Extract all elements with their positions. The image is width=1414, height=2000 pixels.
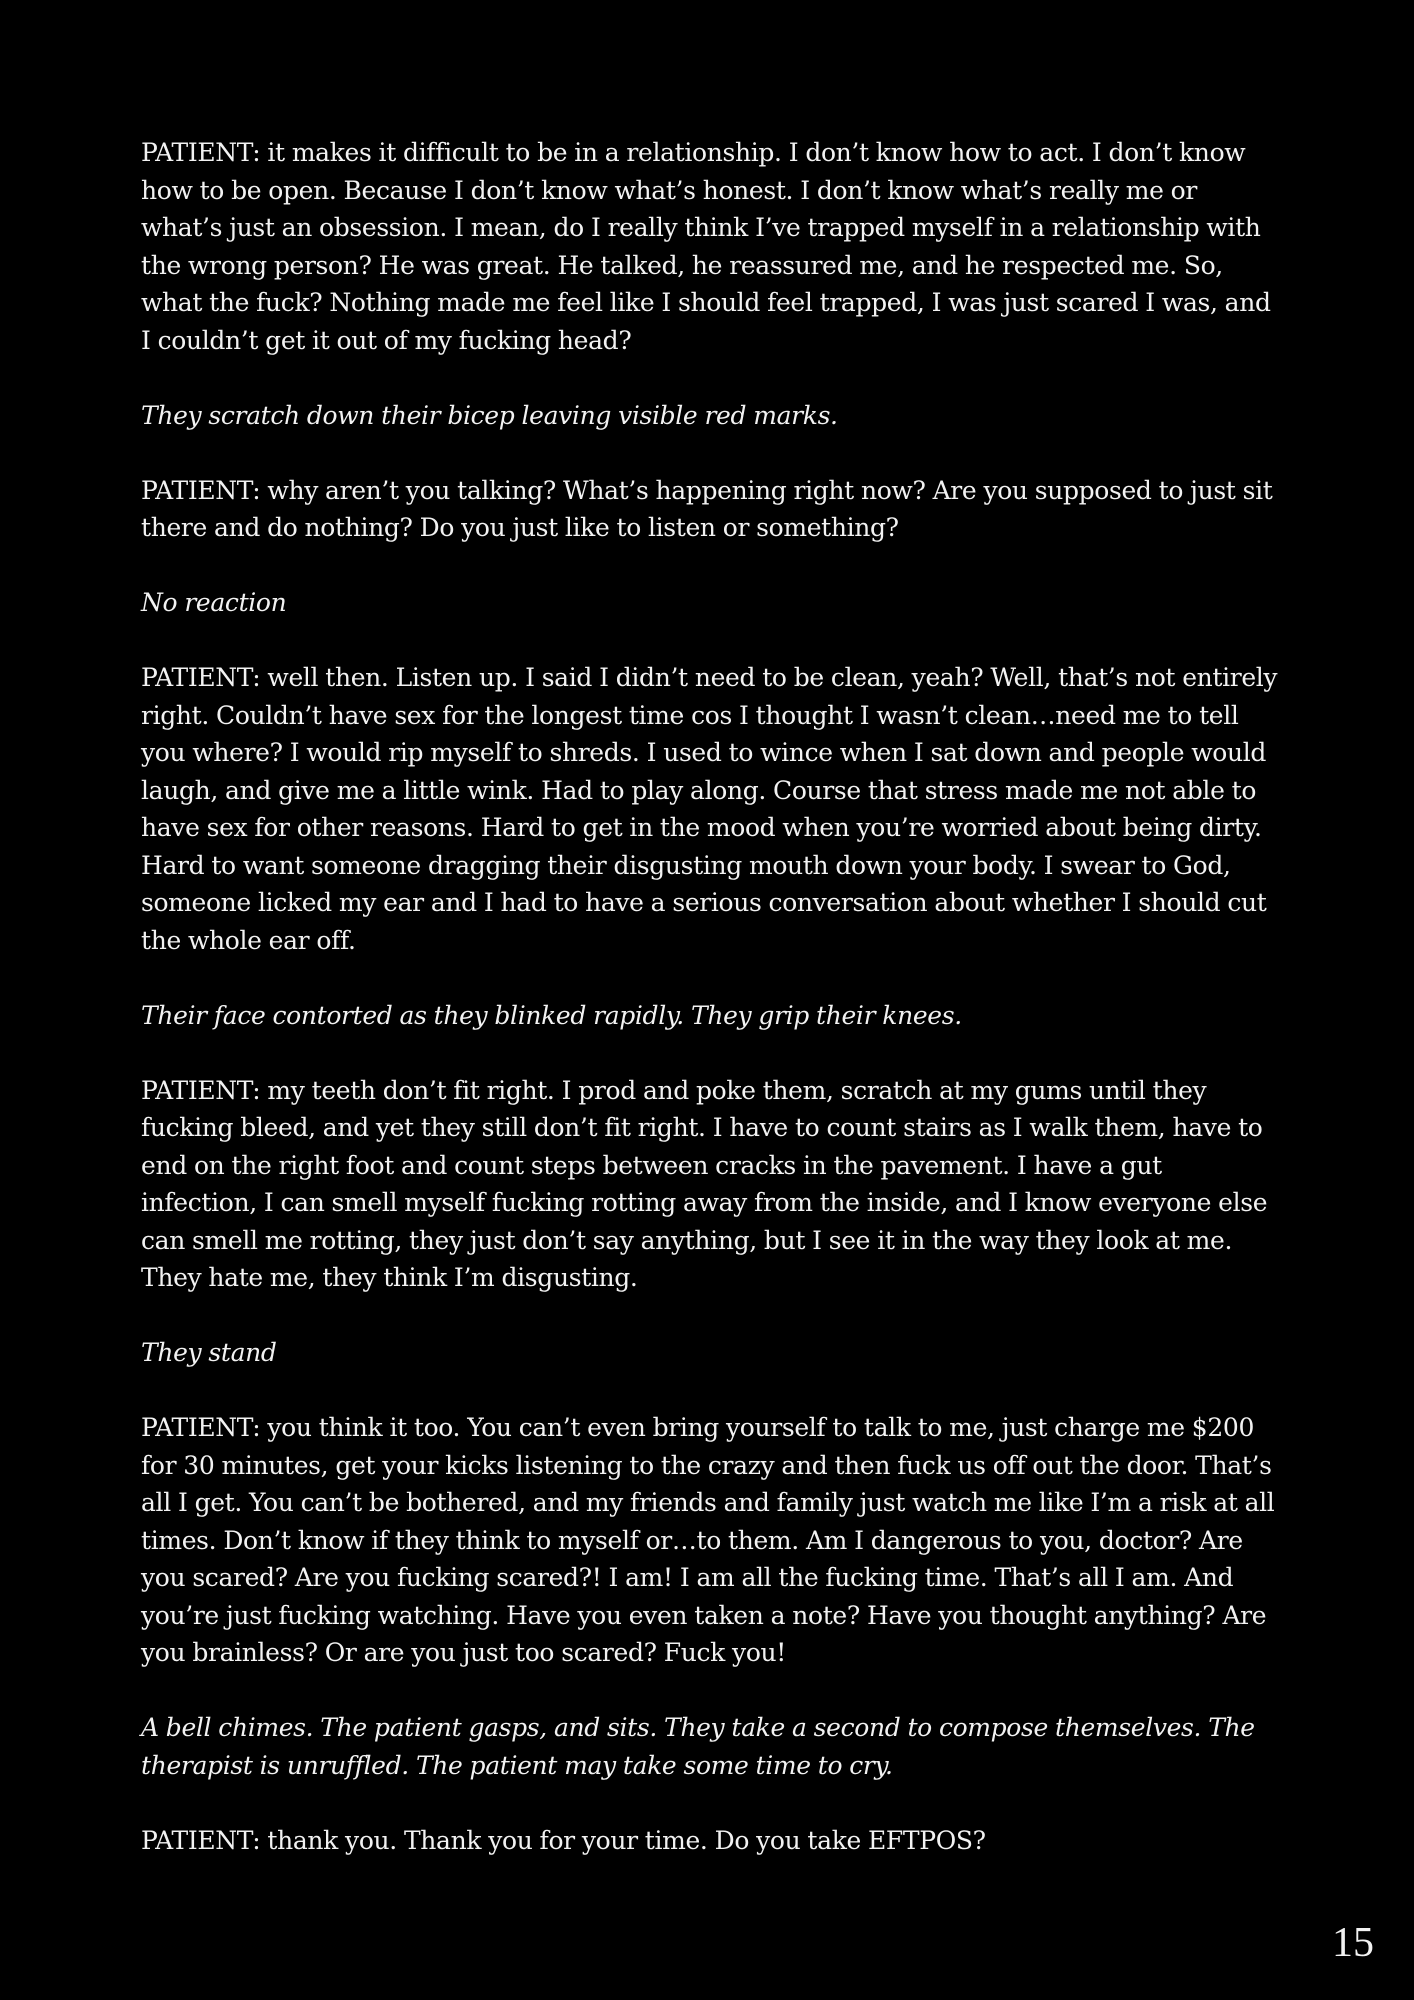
- dialogue-paragraph: PATIENT: my teeth don’t fit right. I prod and poke them, scratch at my gums until they fucking bleed, and yet they still don’t fit right. I have to count stairs as I walk them, have to end on the right foot and count steps between cracks in the pavement. I have a gut infection, I can smell myself fucking rotting away from the inside, and I know everyone else can smell me rotting, they just don’t say anything, but I see it in the way they look at me. They hate me, they think I’m disgusting.: [141, 1075, 1268, 1292]
- dialogue-paragraph: PATIENT: you think it too. You can’t even bring yourself to talk to me, just charge me $200 for 30 minutes, get your kicks listening to the crazy and then fuck us off out the door. That’s all I get. You can’t be bothered, and my friends and family just watch me like I’m a risk at all times. Don’t know if they think to myself or…to them. Am I dangerous to you, doctor? Are you scared? Are you fucking scared?! I am! I am all the fucking time. That’s all I am. And you’re just fucking watching. Have you even taken a note? Have you thought anything? Are you brainless? Or are you just too scared? Fuck you!: [141, 1413, 1275, 1667]
- page-number: 15: [1332, 1920, 1374, 1966]
- stage-direction: They stand: [141, 1338, 277, 1367]
- stage-direction: A bell chimes. The patient gasps, and sits. They take a second to compose themselves. The therapist is unruffled. The patient may take some time to cry.: [141, 1713, 1255, 1780]
- dialogue-paragraph: PATIENT: why aren’t you talking? What’s happening right now? Are you supposed to just sit there and do nothing? Do you just like to listen or something?: [141, 475, 1273, 542]
- dialogue-paragraph: PATIENT: thank you. Thank you for your time. Do you take EFTPOS?: [141, 1825, 986, 1855]
- stage-direction: They scratch down their bicep leaving visible red marks.: [141, 400, 838, 430]
- dialogue-paragraph: PATIENT: well then. Listen up. I said I didn’t need to be clean, yeah? Well, that’s not entirely right. Couldn’t have sex for the longest time cos I thought I wasn’t clean…need me to tell you where? I would rip myself to shreds. I used to wince when I sat down and people would laugh, and give me a little wink. Had to play along. Course that stress made me not able to have sex for other reasons. Hard to get in the mood when you’re worried about being dirty. Hard to want someone dragging their disgusting mouth down your body. I swear to God, someone licked my ear and I had to have a serious conversation about whether I should cut the whole ear off.: [141, 663, 1278, 955]
- stage-direction: Their face contorted as they blinked rapidly. They grip their knees.: [141, 1000, 962, 1030]
- script-body: [141, 134, 1281, 1859]
- stage-direction: No reaction: [141, 588, 287, 617]
- dialogue-paragraph: PATIENT: it makes it difficult to be in a relationship. I don’t know how to act. I don’t know how to be open. Because I don’t know what’s honest. I don’t know what’s really me or what’s just an obsession. I mean, do I really think I’ve trapped myself in a relationship with the wrong person? He was great. He talked, he reassured me, and he respected me. So, what the fuck? Nothing made me feel like I should feel trapped, I was just scared I was, and I couldn’t get it out of my fucking head?: [141, 138, 1271, 355]
